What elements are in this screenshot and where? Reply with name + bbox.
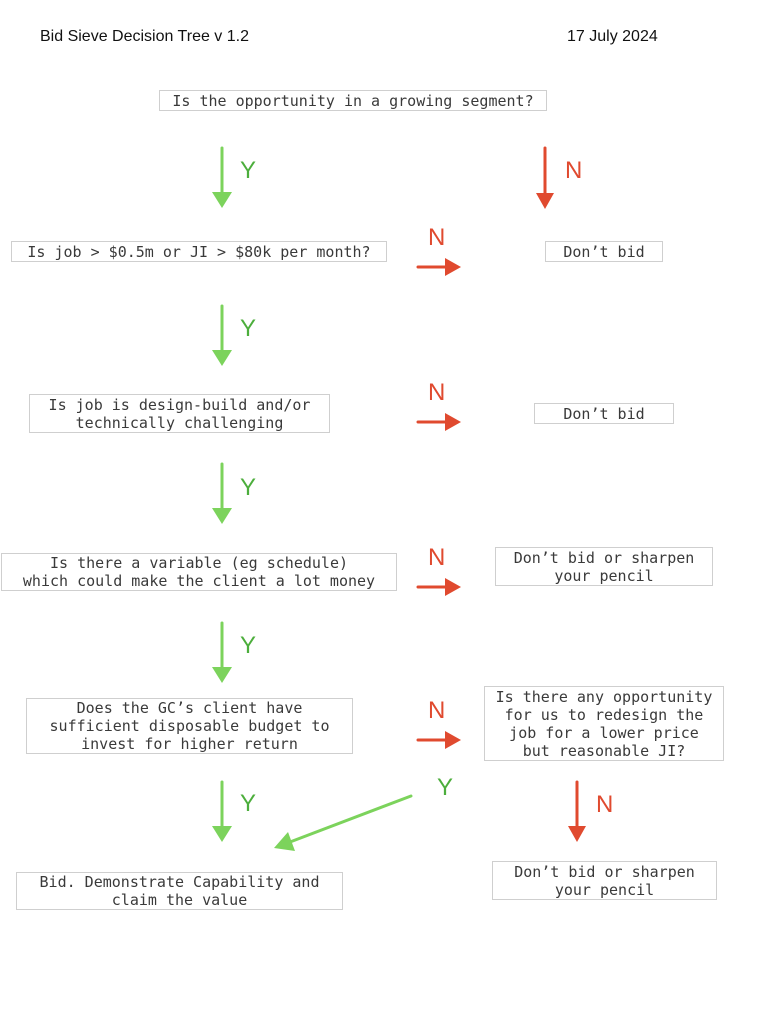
question-growing-segment: Is the opportunity in a growing segment? (159, 90, 547, 111)
no-label: N (428, 224, 446, 251)
yes-label: Y (437, 774, 454, 801)
no-arrow (418, 731, 461, 749)
no-arrow (418, 413, 461, 431)
outcome-dont-bid: Don’t bid (534, 403, 674, 424)
outcome-bid: Bid. Demonstrate Capability and claim the value (16, 872, 343, 910)
outcome-dont-bid-or-sharpen: Don’t bid or sharpen your pencil (492, 861, 717, 900)
no-label: N (428, 379, 446, 406)
yes-arrow (212, 623, 232, 683)
question-redesign: Is there any opportunity for us to redesign the job for a lower price but reasonable JI? (484, 686, 724, 761)
outcome-dont-bid-or-sharpen: Don’t bid or sharpen your pencil (495, 547, 713, 586)
no-arrow (418, 258, 461, 276)
question-design-build: Is job is design-build and/or technically challenging (29, 394, 330, 433)
yes-label: Y (240, 157, 257, 184)
yes-label: Y (240, 474, 257, 501)
no-label: N (596, 791, 614, 818)
no-arrow (418, 578, 461, 596)
yes-label: Y (240, 632, 257, 659)
outcome-dont-bid: Don’t bid (545, 241, 663, 262)
yes-arrow (212, 464, 232, 524)
question-variable: Is there a variable (eg schedule) which could make the client a lot money (1, 553, 397, 591)
no-arrow (568, 782, 586, 842)
yes-label: Y (240, 790, 257, 817)
no-label: N (428, 544, 446, 571)
no-label: N (565, 157, 583, 184)
yes-label: Y (240, 315, 257, 342)
no-label: N (428, 697, 446, 724)
yes-arrow (212, 306, 232, 366)
question-job-size: Is job > $0.5m or JI > $80k per month? (11, 241, 387, 262)
no-arrow (536, 148, 554, 209)
yes-arrow-diagonal (274, 796, 411, 851)
question-client-budget: Does the GC’s client have sufficient disposable budget to invest for higher return (26, 698, 353, 754)
yes-arrow (212, 148, 232, 208)
yes-arrow (212, 782, 232, 842)
diagram-date: 17 July 2024 (567, 28, 658, 45)
diagram-title: Bid Sieve Decision Tree v 1.2 (40, 28, 249, 45)
